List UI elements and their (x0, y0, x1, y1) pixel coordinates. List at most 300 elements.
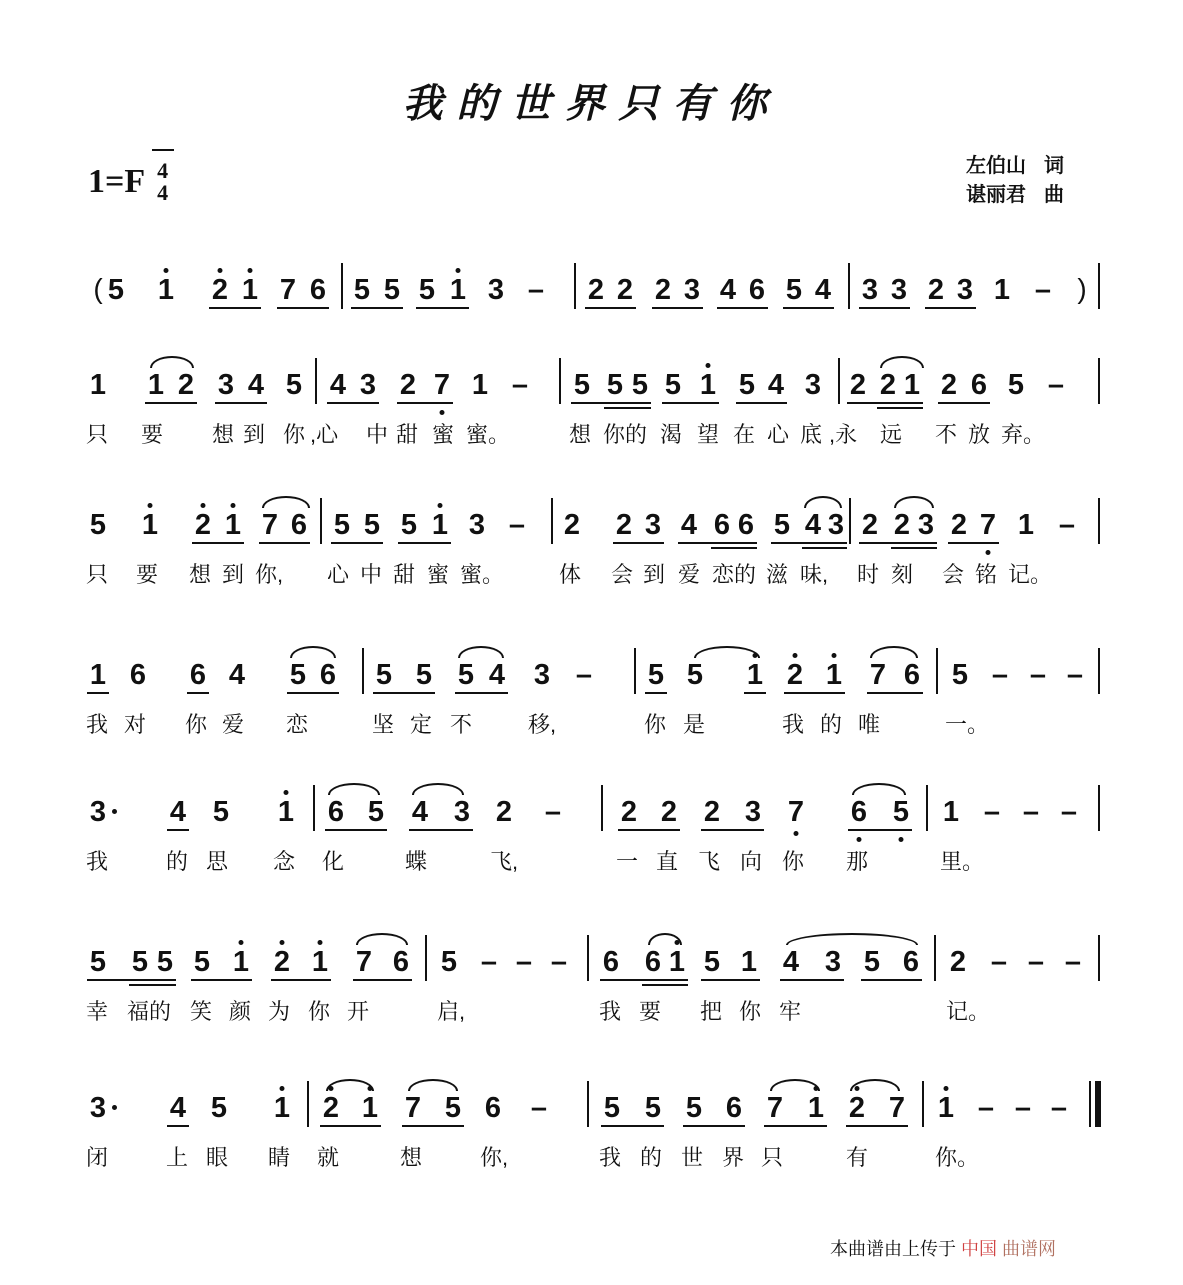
lyric-syllable: 体 (559, 562, 582, 587)
lyric-syllable: 你。 (935, 1145, 980, 1170)
hold-dash: – (530, 1092, 548, 1124)
eighth-underline (571, 402, 651, 404)
note: 1 (274, 797, 298, 827)
octave-up-dot (201, 503, 206, 508)
lyric-syllable: 远 (880, 422, 903, 447)
sixteenth-underline (129, 984, 176, 986)
note: 3 (956, 274, 974, 306)
note: 1 (471, 369, 489, 401)
eighth-underline (167, 1125, 189, 1127)
eighth-underline (744, 692, 766, 694)
lyric-syllable: 把 (700, 999, 723, 1024)
lyric-syllable: 是 (683, 712, 706, 737)
hold-dash: – (511, 369, 529, 401)
lyric-syllable: 世 (681, 1145, 704, 1170)
note: 5 (156, 946, 174, 978)
sixteenth-underline (877, 407, 923, 409)
note: 2 (940, 369, 958, 401)
note: 5 (363, 509, 381, 541)
key-label: 1=F (88, 163, 146, 200)
barline (849, 498, 851, 544)
note: 5 (375, 659, 393, 691)
note: 6 (189, 659, 207, 691)
eighth-underline (87, 979, 176, 981)
lyric-syllable: 飞 (698, 849, 721, 874)
lyric-syllable: 我 (599, 1145, 622, 1170)
hold-dash: – (1014, 1092, 1032, 1124)
eighth-underline (271, 979, 331, 981)
slur-arc (648, 933, 682, 945)
barline (1098, 498, 1100, 544)
lyric-syllable: 思 (206, 849, 229, 874)
hold-dash: – (1060, 796, 1078, 828)
eighth-underline (846, 1125, 908, 1127)
note: 3 (86, 797, 110, 827)
final-barline-thin (1089, 1081, 1091, 1127)
hold-dash: – (991, 659, 1009, 691)
lyric-syllable: 你 (308, 999, 331, 1024)
eighth-underline (948, 542, 999, 544)
barline (936, 648, 938, 694)
barline (574, 263, 576, 309)
hold-dash: – (527, 274, 545, 306)
barline (315, 358, 317, 404)
note: 1 (934, 1093, 958, 1123)
note: 5 (353, 274, 371, 306)
note: 7 (766, 1092, 784, 1124)
lyric-syllable: 在 (733, 422, 756, 447)
slur-arc (408, 1079, 458, 1091)
slur-arc (326, 1079, 374, 1091)
eighth-underline (398, 542, 451, 544)
eighth-underline (191, 979, 252, 981)
note: 3 (827, 509, 845, 541)
lyric-syllable: 向 (740, 849, 763, 874)
lyric-syllable: 界 (722, 1145, 745, 1170)
lyric-syllable: 坚 (372, 712, 395, 737)
lyricist-credit (966, 152, 1064, 181)
eighth-underline (764, 1125, 827, 1127)
lyric-syllable: 想 (189, 562, 212, 587)
lyric-syllable: 要 (141, 422, 164, 447)
lyric-syllable: 你 (185, 712, 208, 737)
lyric-syllable: 味, (800, 562, 829, 587)
lyric-syllable: 启, (437, 999, 466, 1024)
lyric-syllable: 飞, (490, 849, 519, 874)
octave-up-dot (706, 363, 711, 368)
octave-up-dot (231, 503, 236, 508)
lyric-syllable: 放 (968, 422, 991, 447)
note: 1 (308, 947, 332, 977)
note: 2 (950, 509, 968, 541)
hold-dash: – (550, 946, 568, 978)
octave-up-dot (284, 790, 289, 795)
note: 4 (814, 274, 832, 306)
eighth-underline (167, 829, 189, 831)
lyric-syllable: 渴 (660, 422, 683, 447)
eighth-underline (717, 307, 768, 309)
lyric-syllable: 你, (255, 562, 284, 587)
lyricist-role: 词 (1044, 155, 1064, 177)
hold-dash: – (1029, 659, 1047, 691)
lyric-syllable: 恋 (286, 712, 309, 737)
note: 5 (193, 946, 211, 978)
eighth-underline (353, 979, 412, 981)
note: 7 (404, 1092, 422, 1124)
hold-dash: – (977, 1092, 995, 1124)
eighth-underline (259, 542, 310, 544)
barline (601, 785, 603, 831)
hold-dash: – (1050, 1092, 1068, 1124)
slur-arc (870, 646, 918, 658)
lyric-syllable: 开 (347, 999, 370, 1024)
lyric-syllable: 你 (782, 849, 805, 874)
watermark-suffix: 曲谱网 (1002, 1239, 1057, 1259)
lyric-syllable: 一 (616, 849, 639, 874)
hold-dash: – (1027, 946, 1045, 978)
score-system (0, 660, 1183, 770)
eighth-underline (145, 402, 197, 404)
lyric-syllable: 记。 (1008, 562, 1053, 587)
note: 5 (289, 659, 307, 691)
slur-arc (328, 783, 380, 795)
eighth-underline (859, 307, 910, 309)
eighth-underline (848, 829, 912, 831)
note: 1 (147, 369, 165, 401)
note: 1 (154, 275, 178, 305)
barline (838, 358, 840, 404)
song-title: 我的世界只有你 (402, 80, 781, 127)
note: 2 (849, 369, 867, 401)
lyric-syllable: 那 (846, 849, 869, 874)
eighth-underline (416, 307, 469, 309)
hold-dash: – (1064, 946, 1082, 978)
note: 6 (737, 509, 755, 541)
note: 2 (495, 796, 513, 828)
note: 5 (785, 274, 803, 306)
eighth-underline (331, 542, 383, 544)
lyric-syllable: 蜜 (432, 422, 455, 447)
eighth-underline (351, 307, 403, 309)
hold-dash: – (515, 946, 533, 978)
note: 4 (488, 659, 506, 691)
octave-up-dot (239, 940, 244, 945)
note: 1 (89, 369, 107, 401)
score-system (0, 370, 1183, 480)
lyric-syllable: 化 (322, 849, 345, 874)
lyric-syllable: ,心 (310, 422, 339, 447)
hold-dash: – (575, 659, 593, 691)
note: 5 (107, 274, 125, 306)
eighth-underline (662, 402, 719, 404)
intro-parenthesis: ( (93, 273, 103, 304)
eighth-underline (320, 1125, 381, 1127)
note: 3 (533, 659, 551, 691)
note: 1 (804, 1093, 828, 1123)
sixteenth-underline (802, 547, 847, 549)
lyric-syllable: 里。 (940, 849, 985, 874)
note: 6 (309, 274, 327, 306)
slur-arc (694, 646, 760, 658)
note: 2 (949, 946, 967, 978)
lyric-syllable: 甜 (393, 562, 416, 587)
note: 5 (440, 946, 458, 978)
score-system (0, 797, 1183, 907)
watermark (830, 1239, 1057, 1259)
sixteenth-underline (711, 547, 757, 549)
note: 2 (319, 1093, 343, 1123)
note: 1 (238, 275, 262, 305)
barline (559, 358, 561, 404)
note: 3 (217, 369, 235, 401)
slur-arc (770, 1079, 820, 1091)
octave-up-dot (280, 1086, 285, 1091)
eighth-underline (784, 692, 845, 694)
note: 5 (383, 274, 401, 306)
eighth-underline (780, 979, 844, 981)
time-sig-bottom: 4 (157, 180, 169, 205)
hold-dash: – (1066, 659, 1084, 691)
score-system (0, 510, 1183, 620)
octave-up-dot (438, 503, 443, 508)
note: 5 (686, 659, 704, 691)
note: 5 (573, 369, 591, 401)
lyric-syllable: 幸 (86, 999, 109, 1024)
note: 2 (660, 796, 678, 828)
augmentation-dot (112, 1105, 117, 1110)
note: 2 (191, 510, 215, 540)
note: 6 (713, 509, 731, 541)
note: 2 (615, 509, 633, 541)
lyric-syllable: 上 (166, 1145, 189, 1170)
note: 5 (415, 659, 433, 691)
note: 6 (847, 797, 871, 827)
note: 3 (804, 369, 822, 401)
lyric-syllable: 蜜。 (460, 562, 505, 587)
final-barline-thick (1095, 1081, 1101, 1127)
lyric-syllable: 会 (942, 562, 965, 587)
note: 3 (744, 796, 762, 828)
eighth-underline (859, 542, 937, 544)
eighth-underline (287, 692, 339, 694)
lyric-syllable: 中 (366, 422, 389, 447)
lyric-syllable: 你 (644, 712, 667, 737)
barline (1098, 648, 1100, 694)
eighth-underline (847, 402, 923, 404)
lyricist-name: 左伯山 (966, 155, 1026, 177)
lyric-syllable: 到 (643, 562, 666, 587)
lyric-syllable: 你 (739, 999, 762, 1024)
note: 5 (89, 946, 107, 978)
note: 1 (743, 660, 767, 690)
lyric-syllable: 想 (569, 422, 592, 447)
lyric-syllable: 时 (857, 562, 880, 587)
octave-down-dot (986, 550, 991, 555)
hold-dash: – (544, 796, 562, 828)
lyric-syllable: 唯 (858, 712, 881, 737)
lyric-syllable: 睛 (268, 1145, 291, 1170)
note: 6 (129, 659, 147, 691)
note: 2 (177, 369, 195, 401)
note: 4 (782, 946, 800, 978)
lyric-syllable: 的 (820, 712, 843, 737)
slur-arc (850, 1079, 900, 1091)
note: 3 (861, 274, 879, 306)
sixteenth-underline (891, 547, 937, 549)
lyric-syllable: 眼 (206, 1145, 229, 1170)
lyric-syllable: 弃。 (1001, 422, 1046, 447)
note: 3 (453, 796, 471, 828)
note: 5 (367, 796, 385, 828)
slur-arc (786, 933, 918, 945)
lyric-syllable: 你 (283, 422, 306, 447)
eighth-underline (402, 1125, 464, 1127)
note: 5 (418, 274, 436, 306)
note: 4 (719, 274, 737, 306)
note: 7 (355, 946, 373, 978)
note: 6 (602, 946, 620, 978)
hold-dash: – (983, 796, 1001, 828)
octave-up-dot (248, 268, 253, 273)
eighth-underline (783, 307, 834, 309)
note: 3 (468, 509, 486, 541)
note: 2 (845, 1093, 869, 1123)
lyric-syllable: 为 (268, 999, 291, 1024)
eighth-underline (925, 307, 976, 309)
lyric-syllable: 你, (480, 1145, 509, 1170)
note: 1 (89, 659, 107, 691)
eighth-underline (618, 829, 680, 831)
hold-dash: – (508, 509, 526, 541)
time-sig-top: 4 (157, 158, 169, 183)
lyric-syllable: 到 (243, 422, 266, 447)
note: 5 (444, 1092, 462, 1124)
credits (966, 152, 1064, 210)
key-signature (88, 160, 168, 204)
note: 2 (654, 274, 672, 306)
note: 6 (725, 1092, 743, 1124)
octave-down-dot (794, 831, 799, 836)
note: 1 (942, 796, 960, 828)
lyric-syllable: 只 (86, 562, 109, 587)
octave-up-dot (218, 268, 223, 273)
note: 3 (890, 274, 908, 306)
eighth-underline (209, 307, 261, 309)
note: 4 (767, 369, 785, 401)
eighth-underline (683, 1125, 745, 1127)
note: 1 (696, 370, 720, 400)
slur-arc (356, 933, 408, 945)
eighth-underline (397, 402, 453, 404)
octave-down-dot (440, 410, 445, 415)
note: 6 (902, 946, 920, 978)
slur-arc (412, 783, 464, 795)
note: 4 (247, 369, 265, 401)
barline (313, 785, 315, 831)
barline (1098, 785, 1100, 831)
note: 5 (606, 369, 624, 401)
note: 1 (270, 1093, 294, 1123)
note: 1 (138, 510, 162, 540)
eighth-underline (455, 692, 508, 694)
note: 4 (169, 1092, 187, 1124)
eighth-underline (601, 1125, 664, 1127)
barline (934, 935, 936, 981)
octave-up-dot (280, 940, 285, 945)
note: 5 (703, 946, 721, 978)
note: 3 (917, 509, 935, 541)
eighth-underline (652, 307, 703, 309)
octave-up-dot (456, 268, 461, 273)
barline (1098, 358, 1100, 404)
note: 5 (1007, 369, 1025, 401)
hold-dash: – (480, 946, 498, 978)
note: 7 (784, 797, 808, 827)
lyric-syllable: 你的 (603, 422, 648, 447)
lyric-syllable: 恋的 (712, 562, 757, 587)
lyric-syllable: 蜜 (427, 562, 450, 587)
note: 5 (457, 659, 475, 691)
note: 4 (228, 659, 246, 691)
note: 3 (86, 1093, 110, 1123)
note: 1 (446, 275, 470, 305)
lyric-syllable: 定 (410, 712, 433, 737)
lyric-syllable: 刻 (891, 562, 914, 587)
barline (1098, 263, 1100, 309)
barline (848, 263, 850, 309)
lyric-syllable: 我 (86, 712, 109, 737)
note: 2 (563, 509, 581, 541)
watermark-prefix: 本曲谱由上传于 (830, 1239, 956, 1259)
lyric-syllable: 爱 (678, 562, 701, 587)
lyric-syllable: 想 (400, 1145, 423, 1170)
lyric-syllable: 我 (599, 999, 622, 1024)
note: 5 (644, 1092, 662, 1124)
lyric-syllable: 我 (782, 712, 805, 737)
note: 2 (620, 796, 638, 828)
note: 5 (889, 797, 913, 827)
eighth-underline (645, 692, 667, 694)
note: 7 (976, 510, 1000, 540)
note: 7 (261, 509, 279, 541)
note: 5 (212, 796, 230, 828)
intro-parenthesis: ) (1077, 273, 1087, 304)
slur-arc (804, 496, 842, 508)
eighth-underline (187, 692, 209, 694)
note: 3 (683, 274, 701, 306)
note: 2 (927, 274, 945, 306)
note: 5 (285, 369, 303, 401)
eighth-underline (373, 692, 435, 694)
lyric-syllable: 心 (767, 422, 790, 447)
note: 7 (869, 659, 887, 691)
note: 2 (861, 509, 879, 541)
octave-up-dot (164, 268, 169, 273)
barline (926, 785, 928, 831)
lyric-syllable: 念 (273, 849, 296, 874)
note: 4 (329, 369, 347, 401)
note: 5 (664, 369, 682, 401)
note: 5 (210, 1092, 228, 1124)
lyric-syllable: 有 (846, 1145, 869, 1170)
note: 4 (680, 509, 698, 541)
lyric-syllable: 甜 (396, 422, 419, 447)
note: 2 (879, 369, 897, 401)
eighth-underline (277, 307, 329, 309)
lyric-syllable: 心 (327, 562, 350, 587)
lyric-syllable: 要 (136, 562, 159, 587)
note: 5 (773, 509, 791, 541)
